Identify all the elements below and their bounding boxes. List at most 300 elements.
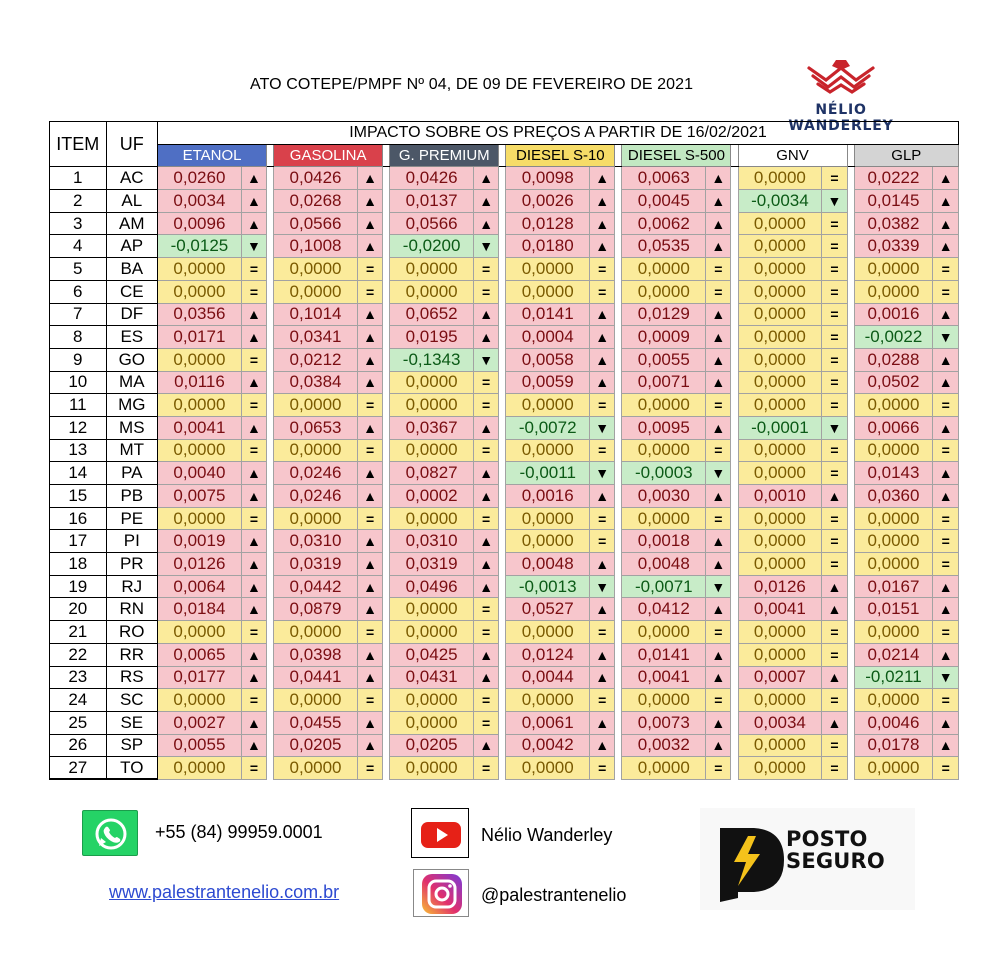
equal-icon: = — [933, 689, 959, 712]
item-number: 27 — [50, 757, 107, 780]
column-gap — [615, 326, 622, 349]
impact-value: 0,0000 — [738, 371, 822, 394]
equal-icon: = — [590, 530, 615, 553]
impact-value: 0,0128 — [506, 212, 590, 235]
column-gap — [267, 643, 274, 666]
column-gap — [499, 643, 506, 666]
impact-value: 0,0000 — [158, 757, 242, 780]
column-gap — [847, 689, 854, 712]
arrow-up-icon: ▲ — [474, 666, 499, 689]
arrow-up-icon: ▲ — [357, 303, 382, 326]
arrow-up-icon: ▲ — [357, 575, 382, 598]
column-gap — [383, 553, 390, 576]
equal-icon: = — [822, 689, 847, 712]
state-code: PI — [106, 530, 157, 553]
impact-value: 0,0116 — [158, 371, 242, 394]
impact-value: 0,0425 — [390, 643, 474, 666]
impact-value: 0,0566 — [390, 212, 474, 235]
equal-icon: = — [474, 689, 499, 712]
impact-value: 0,0000 — [274, 621, 358, 644]
column-gap — [847, 303, 854, 326]
column-gap — [267, 144, 274, 167]
column-gap — [499, 394, 506, 417]
impact-value: 0,0000 — [622, 280, 706, 303]
item-number: 12 — [50, 416, 107, 439]
document-title: ATO COTEPE/PMPF Nº 04, DE 09 DE FEVEREIRO DE 2021 — [250, 76, 694, 93]
equal-icon: = — [822, 530, 847, 553]
column-gap — [499, 280, 506, 303]
impact-value: 0,0027 — [158, 711, 242, 734]
arrow-down-icon: ▼ — [822, 190, 847, 213]
equal-icon: = — [357, 439, 382, 462]
arrow-up-icon: ▲ — [822, 711, 847, 734]
equal-icon: = — [822, 212, 847, 235]
item-number: 13 — [50, 439, 107, 462]
impact-value: 0,0009 — [622, 326, 706, 349]
impact-value: 0,0000 — [390, 280, 474, 303]
website-link[interactable]: www.palestrantenelio.com.br — [109, 882, 340, 902]
column-gap — [731, 462, 738, 485]
column-gap — [847, 348, 854, 371]
column-gap — [383, 485, 390, 508]
impact-value: 0,0000 — [390, 711, 474, 734]
impact-value: 0,0000 — [738, 280, 822, 303]
item-number: 4 — [50, 235, 107, 258]
column-gap — [267, 757, 274, 780]
impact-value: 0,0212 — [274, 348, 358, 371]
arrow-up-icon: ▲ — [357, 167, 382, 190]
equal-icon: = — [822, 348, 847, 371]
impact-value: 0,0442 — [274, 575, 358, 598]
arrow-up-icon: ▲ — [241, 485, 266, 508]
impact-value: 0,0000 — [738, 689, 822, 712]
column-gap — [731, 507, 738, 530]
equal-icon: = — [590, 757, 615, 780]
table-row — [50, 167, 959, 190]
state-code: MS — [106, 416, 157, 439]
arrow-up-icon: ▲ — [706, 666, 731, 689]
impact-value: 0,0034 — [158, 190, 242, 213]
impact-value: -0,0001 — [738, 416, 822, 439]
impact-value: -0,0011 — [506, 462, 590, 485]
state-code: RN — [106, 598, 157, 621]
arrow-up-icon: ▲ — [933, 643, 959, 666]
item-number: 22 — [50, 643, 107, 666]
impact-value: -0,0125 — [158, 235, 242, 258]
fuel-header: G. PREMIUM — [390, 144, 499, 167]
column-gap — [383, 689, 390, 712]
impact-value: 0,0000 — [854, 553, 933, 576]
impact-value: 0,0126 — [738, 575, 822, 598]
column-gap — [615, 711, 622, 734]
equal-icon: = — [933, 439, 959, 462]
equal-icon: = — [590, 621, 615, 644]
arrow-up-icon: ▲ — [933, 371, 959, 394]
impact-value: 0,0000 — [622, 621, 706, 644]
column-gap — [847, 757, 854, 780]
arrow-up-icon: ▲ — [357, 666, 382, 689]
fuel-header: DIESEL S-10 — [506, 144, 615, 167]
column-gap — [267, 621, 274, 644]
posto-seguro-logo — [700, 808, 915, 910]
impact-value: 0,0000 — [158, 439, 242, 462]
equal-icon: = — [241, 280, 266, 303]
equal-icon: = — [241, 757, 266, 780]
impact-value: 0,0004 — [506, 326, 590, 349]
equal-icon: = — [822, 643, 847, 666]
equal-icon: = — [357, 258, 382, 281]
arrow-up-icon: ▲ — [822, 598, 847, 621]
equal-icon: = — [822, 258, 847, 281]
column-gap — [615, 575, 622, 598]
impact-value: 0,0167 — [854, 575, 933, 598]
column-gap — [615, 462, 622, 485]
column-gap — [499, 235, 506, 258]
column-gap — [499, 621, 506, 644]
column-gap — [499, 666, 506, 689]
impact-value: 0,0126 — [158, 553, 242, 576]
equal-icon: = — [241, 507, 266, 530]
impact-value: 0,0000 — [738, 235, 822, 258]
impact-value: 0,0178 — [854, 734, 933, 757]
impact-value: 0,0048 — [622, 553, 706, 576]
equal-icon: = — [241, 394, 266, 417]
column-gap — [267, 371, 274, 394]
posto-line1: POSTO — [786, 827, 868, 851]
impact-value: 0,0065 — [158, 643, 242, 666]
column-gap — [267, 553, 274, 576]
arrow-up-icon: ▲ — [933, 575, 959, 598]
arrow-up-icon: ▲ — [357, 485, 382, 508]
impact-value: 0,0000 — [738, 303, 822, 326]
table-row — [50, 212, 959, 235]
equal-icon: = — [474, 394, 499, 417]
equal-icon: = — [706, 689, 731, 712]
impact-value: 0,0398 — [274, 643, 358, 666]
equal-icon: = — [706, 258, 731, 281]
impact-value: 0,0496 — [390, 575, 474, 598]
state-code: BA — [106, 258, 157, 281]
impact-value: 0,0071 — [622, 371, 706, 394]
column-gap — [847, 598, 854, 621]
table-row — [50, 507, 959, 530]
impact-value: 0,0214 — [854, 643, 933, 666]
arrow-up-icon: ▲ — [241, 666, 266, 689]
arrow-up-icon: ▲ — [357, 462, 382, 485]
column-gap — [615, 144, 622, 167]
column-gap — [731, 621, 738, 644]
impact-value: 0,0000 — [506, 394, 590, 417]
table-row — [50, 235, 959, 258]
impact-value: 0,0535 — [622, 235, 706, 258]
arrow-up-icon: ▲ — [357, 416, 382, 439]
equal-icon: = — [822, 734, 847, 757]
state-code: PE — [106, 507, 157, 530]
equal-icon: = — [357, 757, 382, 780]
arrow-up-icon: ▲ — [474, 462, 499, 485]
column-gap — [267, 575, 274, 598]
impact-value: 0,0000 — [506, 507, 590, 530]
column-gap — [267, 280, 274, 303]
impact-value: 0,0652 — [390, 303, 474, 326]
column-gap — [847, 711, 854, 734]
equal-icon: = — [241, 439, 266, 462]
state-code: AP — [106, 235, 157, 258]
arrow-down-icon: ▼ — [474, 235, 499, 258]
instagram-icon — [413, 869, 469, 917]
impact-value: 0,0180 — [506, 235, 590, 258]
impact-value: 0,0000 — [622, 394, 706, 417]
impact-value: 0,0000 — [158, 689, 242, 712]
equal-icon: = — [822, 235, 847, 258]
arrow-up-icon: ▲ — [357, 530, 382, 553]
equal-icon: = — [590, 258, 615, 281]
impact-value: 0,0260 — [158, 167, 242, 190]
arrow-up-icon: ▲ — [357, 348, 382, 371]
impact-value: 0,0360 — [854, 485, 933, 508]
equal-icon: = — [241, 348, 266, 371]
impact-value: -0,0003 — [622, 462, 706, 485]
equal-icon: = — [474, 711, 499, 734]
equal-icon: = — [933, 280, 959, 303]
column-gap — [499, 348, 506, 371]
table-row — [50, 416, 959, 439]
impact-value: 0,0000 — [158, 621, 242, 644]
arrow-up-icon: ▲ — [590, 553, 615, 576]
arrow-up-icon: ▲ — [933, 462, 959, 485]
column-gap — [615, 212, 622, 235]
column-gap — [847, 666, 854, 689]
column-gap — [383, 303, 390, 326]
impact-value: 0,0288 — [854, 348, 933, 371]
impact-value: 0,0000 — [738, 757, 822, 780]
column-gap — [731, 416, 738, 439]
arrow-down-icon: ▼ — [706, 462, 731, 485]
column-gap — [383, 212, 390, 235]
arrow-up-icon: ▲ — [241, 598, 266, 621]
arrow-up-icon: ▲ — [357, 643, 382, 666]
impact-value: 0,0000 — [506, 439, 590, 462]
arrow-down-icon: ▼ — [822, 416, 847, 439]
state-code: AM — [106, 212, 157, 235]
column-gap — [615, 190, 622, 213]
impact-value: -0,0034 — [738, 190, 822, 213]
equal-icon: = — [590, 280, 615, 303]
impact-value: 0,0002 — [390, 485, 474, 508]
equal-icon: = — [822, 621, 847, 644]
column-gap — [731, 711, 738, 734]
arrow-up-icon: ▲ — [241, 734, 266, 757]
impact-value: 0,0000 — [738, 439, 822, 462]
arrow-up-icon: ▲ — [933, 485, 959, 508]
arrow-up-icon: ▲ — [706, 167, 731, 190]
impact-value: 0,0016 — [506, 485, 590, 508]
impact-value: 0,0246 — [274, 462, 358, 485]
arrow-up-icon: ▲ — [357, 553, 382, 576]
impact-value: 0,0000 — [274, 507, 358, 530]
instagram-label: @palestrantenelio — [481, 885, 627, 905]
column-gap — [615, 167, 622, 190]
column-gap — [267, 190, 274, 213]
equal-icon: = — [933, 757, 959, 780]
fuel-header: GNV — [738, 144, 847, 167]
column-gap — [267, 416, 274, 439]
column-gap — [615, 348, 622, 371]
impact-value: 0,0030 — [622, 485, 706, 508]
impact-value: 0,0000 — [158, 507, 242, 530]
impact-value: 0,0412 — [622, 598, 706, 621]
table-row — [50, 689, 959, 712]
column-gap — [731, 689, 738, 712]
impact-value: 0,0382 — [854, 212, 933, 235]
column-gap — [499, 575, 506, 598]
equal-icon: = — [590, 689, 615, 712]
column-gap — [267, 258, 274, 281]
impact-value: 0,0502 — [854, 371, 933, 394]
item-number: 11 — [50, 394, 107, 417]
equal-icon: = — [474, 507, 499, 530]
equal-icon: = — [357, 280, 382, 303]
column-gap — [383, 621, 390, 644]
column-gap — [847, 326, 854, 349]
column-gap — [847, 394, 854, 417]
column-gap — [847, 280, 854, 303]
impact-value: 0,0019 — [158, 530, 242, 553]
impact-value: 0,0000 — [506, 621, 590, 644]
state-code: MA — [106, 371, 157, 394]
impact-value: 0,0098 — [506, 167, 590, 190]
column-gap — [847, 462, 854, 485]
equal-icon: = — [822, 757, 847, 780]
equal-icon: = — [357, 394, 382, 417]
column-gap — [499, 258, 506, 281]
impact-value: 0,0000 — [738, 348, 822, 371]
item-number: 8 — [50, 326, 107, 349]
impact-value: 0,0041 — [622, 666, 706, 689]
arrow-up-icon: ▲ — [357, 326, 382, 349]
impact-value: 0,0319 — [274, 553, 358, 576]
column-gap — [499, 711, 506, 734]
item-number: 17 — [50, 530, 107, 553]
state-code: AL — [106, 190, 157, 213]
arrow-up-icon: ▲ — [474, 575, 499, 598]
arrow-up-icon: ▲ — [706, 348, 731, 371]
column-gap — [731, 530, 738, 553]
column-gap — [499, 553, 506, 576]
table-row — [50, 666, 959, 689]
equal-icon: = — [474, 371, 499, 394]
eagle-icon — [806, 58, 876, 98]
column-gap — [731, 348, 738, 371]
column-gap — [267, 530, 274, 553]
impact-value: 0,0000 — [390, 258, 474, 281]
table-row — [50, 643, 959, 666]
impact-value: 0,0455 — [274, 711, 358, 734]
state-code: SC — [106, 689, 157, 712]
column-gap — [847, 144, 854, 167]
equal-icon: = — [474, 280, 499, 303]
impact-value: 0,0000 — [738, 530, 822, 553]
impact-value: 0,0000 — [390, 621, 474, 644]
impact-value: 0,0059 — [506, 371, 590, 394]
impact-value: 0,0310 — [390, 530, 474, 553]
column-gap — [731, 394, 738, 417]
arrow-down-icon: ▼ — [590, 416, 615, 439]
impact-value: 0,0034 — [738, 711, 822, 734]
arrow-up-icon: ▲ — [706, 598, 731, 621]
arrow-up-icon: ▲ — [590, 734, 615, 757]
arrow-down-icon: ▼ — [706, 575, 731, 598]
arrow-up-icon: ▲ — [590, 643, 615, 666]
column-gap — [847, 507, 854, 530]
arrow-down-icon: ▼ — [933, 666, 959, 689]
impact-value: 0,0129 — [622, 303, 706, 326]
state-code: SE — [106, 711, 157, 734]
impact-value: 0,0431 — [390, 666, 474, 689]
state-code: DF — [106, 303, 157, 326]
impact-value: 0,0041 — [738, 598, 822, 621]
impact-value: 0,0000 — [854, 621, 933, 644]
impact-value: 0,0055 — [622, 348, 706, 371]
equal-icon: = — [357, 621, 382, 644]
arrow-up-icon: ▲ — [241, 167, 266, 190]
arrow-up-icon: ▲ — [706, 235, 731, 258]
item-number: 25 — [50, 711, 107, 734]
arrow-up-icon: ▲ — [933, 303, 959, 326]
column-gap — [731, 485, 738, 508]
impact-value: 0,0205 — [274, 734, 358, 757]
impact-value: 0,0040 — [158, 462, 242, 485]
column-gap — [731, 553, 738, 576]
arrow-up-icon: ▲ — [590, 348, 615, 371]
column-gap — [383, 394, 390, 417]
table-row — [50, 621, 959, 644]
item-number: 24 — [50, 689, 107, 712]
column-gap — [731, 643, 738, 666]
table-row — [50, 371, 959, 394]
impact-value: 0,0177 — [158, 666, 242, 689]
arrow-up-icon: ▲ — [357, 711, 382, 734]
equal-icon: = — [590, 507, 615, 530]
column-gap — [731, 326, 738, 349]
column-gap — [731, 167, 738, 190]
arrow-up-icon: ▲ — [474, 212, 499, 235]
state-code: RJ — [106, 575, 157, 598]
column-gap — [499, 485, 506, 508]
impact-value: 0,0007 — [738, 666, 822, 689]
column-gap — [847, 258, 854, 281]
column-gap — [267, 689, 274, 712]
equal-icon: = — [241, 621, 266, 644]
column-gap — [615, 643, 622, 666]
arrow-up-icon: ▲ — [933, 734, 959, 757]
column-gap — [499, 757, 506, 780]
impact-value: 0,0000 — [274, 258, 358, 281]
item-number: 23 — [50, 666, 107, 689]
table-row — [50, 598, 959, 621]
impact-value: 0,0184 — [158, 598, 242, 621]
table-row — [50, 734, 959, 757]
equal-icon: = — [933, 621, 959, 644]
arrow-up-icon: ▲ — [590, 666, 615, 689]
impact-value: 0,0000 — [738, 326, 822, 349]
arrow-up-icon: ▲ — [933, 190, 959, 213]
arrow-up-icon: ▲ — [357, 235, 382, 258]
impact-value: 0,0000 — [390, 507, 474, 530]
state-code: PA — [106, 462, 157, 485]
equal-icon: = — [706, 621, 731, 644]
impact-value: 0,0356 — [158, 303, 242, 326]
